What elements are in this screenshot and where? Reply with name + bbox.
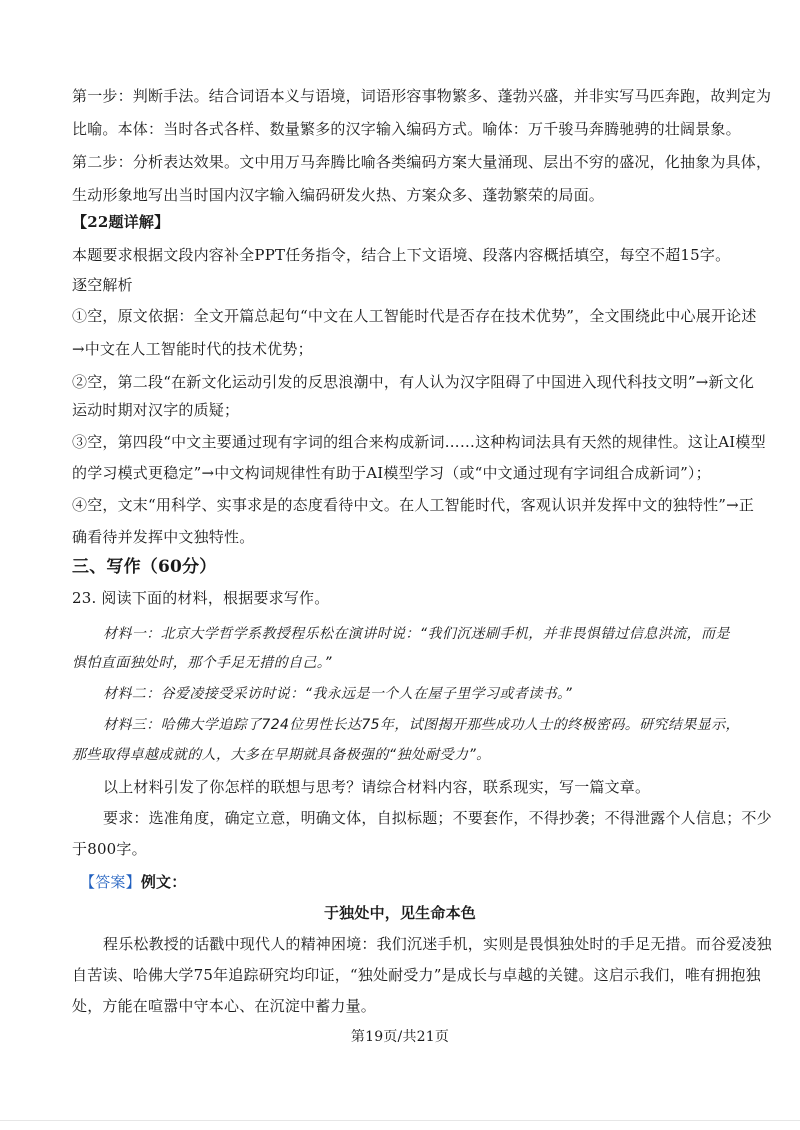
q22-header: 【22题详解】 bbox=[72, 213, 170, 231]
material-line: 那些取得卓越成就的人，大多在早期就具备极强的“独处耐受力”。 bbox=[72, 747, 491, 763]
q22-item-line: ①空，原文依据：全文开篇总起句“中文在人工智能时代是否存在技术优势”，全文围绕此中心展开论述 bbox=[72, 307, 757, 325]
q22-item-line: 确看待并发挥中文独特性。 bbox=[72, 528, 255, 546]
writing-prompt: 以上材料引发了你怎样的联想与思考？请综合材料内容，联系现实，写一篇文章。 bbox=[103, 778, 651, 796]
material-line: 材料二：谷爱凌接受采访时说：“我永远是一个人在屋子里学习或者读书。” bbox=[103, 686, 573, 702]
writing-requirements-cont: 于800字。 bbox=[72, 840, 147, 858]
q22-item-line: 的学习模式更稳定”→中文构词规律性有助于AI模型学习（或“中文通过现有字词组合成新词”）； bbox=[72, 464, 711, 482]
essay-line: 自苦读、哈佛大学75年追踪研究均印证，“独处耐受力”是成长与卓越的关键。这启示我们，唯有拥抱独 bbox=[72, 966, 761, 984]
page-edge bbox=[0, 1120, 800, 1121]
q22-method: 逐空解析 bbox=[72, 276, 133, 294]
example-label: 例文： bbox=[140, 873, 187, 891]
answer-tag: 【答案】 bbox=[80, 873, 141, 891]
essay-line: 处，方能在喧嚣中守本心、在沉淀中蓄力量。 bbox=[72, 997, 377, 1015]
material-line: 惧怕直面独处时，那个手足无措的自己。” bbox=[72, 655, 332, 671]
question-23: 23. 阅读下面的材料，根据要求写作。 bbox=[72, 589, 330, 607]
q22-item-line: ④空，文末“用科学、实事求是的态度看待中文。在人工智能时代，客观认识并发挥中文的独特性”→正 bbox=[72, 496, 755, 514]
q22-item-line: ②空，第二段“在新文化运动引发的反思浪潮中，有人认为汉字阻碍了中国进入现代科技文明”→新文化 bbox=[72, 373, 755, 391]
text-line: 生动形象地写出当时国内汉字输入编码研发火热、方案众多、蓬勃繁荣的局面。 bbox=[72, 186, 605, 204]
material-line: 材料三：哈佛大学追踪了724位男性长达75年，试图揭开那些成功人士的终极密码。研究结果显示， bbox=[103, 717, 740, 733]
writing-requirements: 要求：选准角度，确定立意，明确文体，自拟标题；不要套作，不得抄袭；不得泄露个人信息；不少 bbox=[103, 809, 772, 827]
text-line: 第二步：分析表达效果。文中用万马奔腾比喻各类编码方案大量涌现、层出不穷的盛况，化抽象为具体， bbox=[72, 153, 772, 171]
answer-label bbox=[80, 872, 740, 892]
text-line: 第一步：判断手法。结合词语本义与语境，词语形容事物繁多、蓬勃兴盛，并非实写马匹奔跑，故判定为 bbox=[72, 87, 772, 105]
q22-item-line: 运动时期对汉字的质疑； bbox=[72, 401, 240, 419]
section-title: 三、写作（60分） bbox=[72, 557, 217, 577]
essay-line: 程乐松教授的话戳中现代人的精神困境：我们沉迷手机，实则是畏惧独处时的手足无措。而谷爱凌独 bbox=[103, 935, 772, 953]
q22-intro: 本题要求根据文段内容补全PPT任务指令，结合上下文语境、段落内容概括填空，每空不超15字。 bbox=[72, 246, 731, 264]
material-line: 材料一：北京大学哲学系教授程乐松在演讲时说：“我们沉迷刷手机，并非畏惧错过信息洪流，而是 bbox=[103, 626, 730, 642]
page-number: 第19页/共21页 bbox=[350, 1029, 450, 1045]
q22-item-line: →中文在人工智能时代的技术优势； bbox=[72, 340, 313, 358]
text-line: 比喻。本体：当时各式各样、数量繁多的汉字输入编码方式。喻体：万千骏马奔腾驰骋的壮阔景象。 bbox=[72, 120, 741, 138]
essay-title: 于独处中，见生命本色 bbox=[323, 904, 476, 922]
q22-item-line: ③空，第四段“中文主要通过现有字词的组合来构成新词……这种构词法具有天然的规律性。这让AI模型 bbox=[72, 433, 766, 451]
